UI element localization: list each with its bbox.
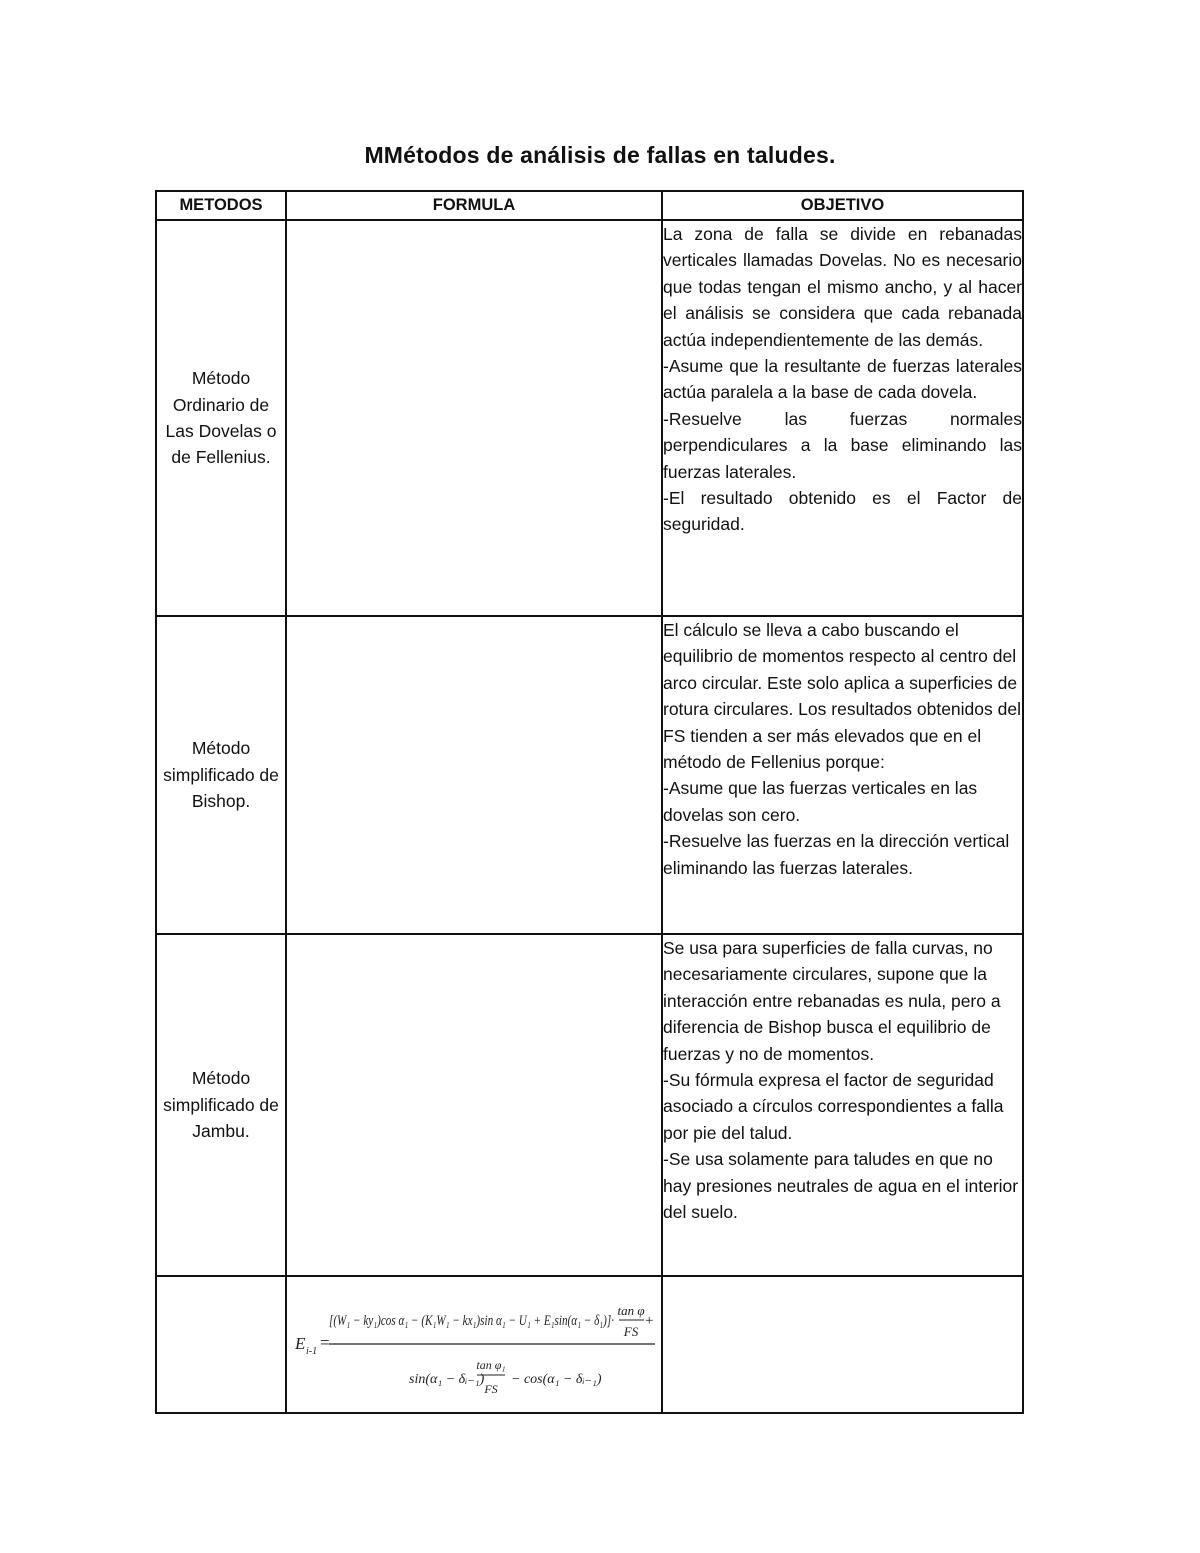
equation-equals: =	[320, 1332, 330, 1352]
objective-paragraph: -Se usa solamente para taludes en que no hay presiones neutrales de agua en el interior del suelo.	[663, 1149, 1019, 1223]
header-metodos: METODOS	[156, 191, 286, 220]
equation-numerator: [(W₁ − ky₁)cos α₁ − (K₁W₁ − kx₁)sin α₁ − U₁ + E₁sin(α₁ − δ₁)]·	[329, 1312, 614, 1329]
objective-paragraph: -Resuelve las fuerzas normales perpendiculares a la base eliminando las fuerzas laterales.	[663, 408, 1022, 482]
header-objetivo: OBJETIVO	[662, 191, 1023, 220]
objective-cell	[662, 1276, 1023, 1413]
objective-paragraph: El cálculo se lleva a cabo buscando el equilibrio de momentos respecto al centro del arco circular. Este solo aplica a superficies de rotura circulares. Los resultados obtenidos del FS tienden a ser más elevados que en el método de Fellenius porque:	[663, 620, 1021, 773]
equation-lhs: E	[295, 1333, 306, 1353]
formula-cell	[286, 1276, 662, 1413]
janbu-equation	[289, 1281, 659, 1409]
method-name: Método Ordinario de Las Dovelas o de Fellenius.	[156, 220, 286, 616]
table-row	[156, 220, 1023, 616]
method-name	[156, 1276, 286, 1413]
formula-cell	[286, 616, 662, 934]
objective-cell	[662, 934, 1023, 1276]
equation-den-fraction-top: tan φ₁	[476, 1357, 506, 1372]
equation-denominator-right: − cos(α₁ − δᵢ₋₁)	[511, 1371, 602, 1387]
objective-paragraph: -Asume que las fuerzas verticales en las dovelas son cero.	[663, 778, 978, 825]
equation-num-tail: +	[645, 1312, 654, 1329]
equation-lhs-subscript: i-1	[306, 1345, 318, 1357]
formula-cell	[286, 220, 662, 616]
equation-num-fraction-bottom: FS	[623, 1323, 639, 1339]
equation-den-fraction-bottom: FS	[484, 1381, 498, 1396]
objective-paragraph: La zona de falla se divide en rebanadas verticales llamadas Dovelas. No es necesario que todas tengan el mismo ancho, y al hacer el análisis se considera que cada rebanada actúa independientemente de las demás.	[663, 224, 1022, 350]
formula-cell	[286, 934, 662, 1276]
objective-cell	[662, 220, 1023, 616]
table-row	[156, 1276, 1023, 1413]
objective-paragraph: -Asume que la resultante de fuerzas laterales actúa paralela a la base de cada dovela.	[663, 356, 1022, 403]
objective-paragraph: -Resuelve las fuerzas en la dirección vertical eliminando las fuerzas laterales.	[663, 831, 1010, 878]
method-name: Método simplificado de Jambu.	[156, 934, 286, 1276]
method-name: Método simplificado de Bishop.	[156, 616, 286, 934]
equation-num-fraction-top: tan φ	[617, 1302, 645, 1318]
page-title: MMétodos de análisis de fallas en taludes.	[364, 142, 836, 168]
table-row	[156, 934, 1023, 1276]
objective-paragraph: Se usa para superficies de falla curvas, no necesariamente circulares, supone que la interacción entre rebanadas es nula, pero a diferencia de Bishop busca el equilibrio de fuerzas y no de momentos.	[663, 938, 1001, 1064]
objective-paragraph: -El resultado obtenido es el Factor de seguridad.	[663, 488, 1022, 535]
header-formula: FORMULA	[286, 191, 662, 220]
table-row	[156, 616, 1023, 934]
equation-denominator-left: sin(α₁ − δᵢ₋₁)	[409, 1371, 485, 1387]
methods-table	[155, 190, 1024, 1414]
table-header-row	[156, 191, 1023, 220]
objective-cell	[662, 616, 1023, 934]
objective-paragraph: -Su fórmula expresa el factor de seguridad asociado a círculos correspondientes a falla por pie del talud.	[663, 1070, 1004, 1143]
